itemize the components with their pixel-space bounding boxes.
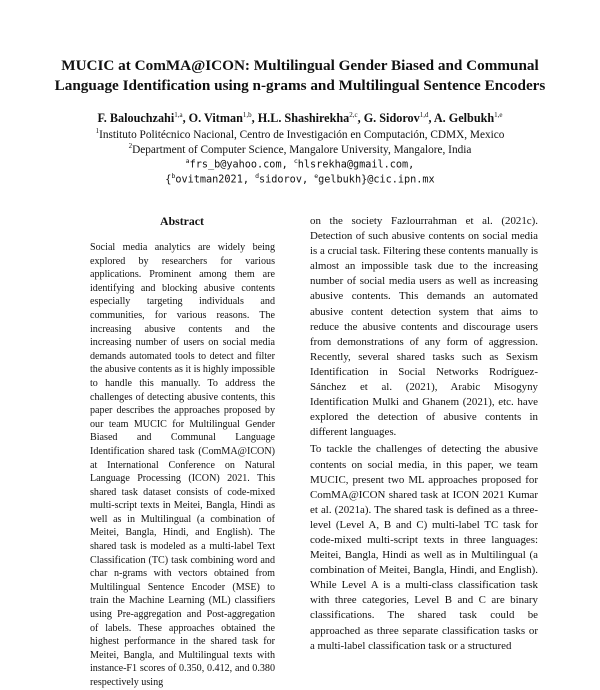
email-brace: { <box>165 174 172 186</box>
email-address: sidorov, <box>259 174 315 186</box>
author-list: F. Balouchzahi$^{1,a}$, O. Vitman$^{1,b}$, H.L. Shashirekha$^{2,c}$, G. Sidorov$^{1,d}$, A. Gelbukh$^{1,e}$ <box>97 111 503 126</box>
author-sup: 2,c <box>349 111 358 119</box>
affiliation-sup: 1 <box>95 127 100 135</box>
abstract-body <box>90 241 275 688</box>
author-name: G. Sidorov <box>363 111 420 126</box>
body-paragraph-1: on the society Fazlourrahman et al. (2021c). Detection of such abusive contents on social media is a crucial task. Filtering these contents manually is almost an impossible task due to the increasing number of social media users as well as increasing abusive contents. This demands an automated abusive content detection system that aims to reduce the abusive contents and discourage users from demonstrations of any form of aggression. Recently, several shared tasks such as Sexism Identification in Social Networks Rodríguez-Sánchez et al. (2021), Arabic Misogyny Identification Mulki and Ghanem (2021), etc. have explored the detection of abusive contents in different languages. <box>310 215 538 439</box>
title-line-1: MUCIC at ComMA@ICON: Multilingual Gender Biased and Communal <box>61 57 539 74</box>
affiliation-sup: 2 <box>128 142 133 150</box>
email-sup: a <box>185 157 190 165</box>
right-column <box>310 214 538 652</box>
author-sup: 1,d <box>419 111 429 119</box>
email-address: frs_b@yahoo.com, <box>189 159 294 171</box>
abstract-paragraph: Social media analytics are widely being explored by researchers for various applications. Prominent among them are identifying and blocking abusive contents especially targeting individuals and communities, for various reasons. The increasing abusive contents and the increasing number of users on social media demands automated tools to detect and filter the abusive contents as it is highly impossible to handle this manually. To address the challenges of detecting abusive contents, this paper describes the approaches proposed by our team MUCIC for Multilingual Gender Biased and Communal Language Identification shared task (ComMA@ICON) at International Conference on Natural Language Processing (ICON) 2021. This shared task dataset consists of code-mixed multi-script texts in Meitei, Bangla, Hindi as well as in Multilingual (a combination of Meitei, Bangla, Hindi, and English). The shared task is modeled as a multi-label Text Classification (TC) task combining word and char n-grams with vectors obtained from Multilingual Sentence Encoder (MSE) to train the Machine Learning (ML) classifiers using Pre-aggregation and Post-aggregation of labels. These approaches obtained the highest performance in the shared task for Meitei, Bangla, and Multilingual texts with instance-F1 scores of 0.350, 0.412, and 0.380 respectively using <box>90 242 275 688</box>
author-name: O. Vitman <box>188 111 243 126</box>
abstract-heading: Abstract <box>160 214 204 228</box>
paper-title <box>40 56 560 96</box>
email-sup: c <box>293 157 298 165</box>
author-sup: 1,a <box>174 111 183 119</box>
email-address: gelbukh}@cic.ipn.mx <box>318 174 435 186</box>
author-name: H.L. Shashirekha <box>257 111 350 126</box>
email-line-2 <box>20 169 580 187</box>
email-address: ovitman2021, <box>175 174 256 186</box>
title-line-2: Language Identification using n-grams and Multilingual Sentence Encoders <box>54 77 546 94</box>
body-paragraph-2: To tackle the challenges of detecting the abusive contents on social media, in this paper, we team MUCIC, present two ML approaches proposed for ComMA@ICON shared task at ICON 2021 Kumar et al. (2021a). The shared task is defined as a three-level (Level A, B and C) multi-label TC task for code-mixed multi-script texts in three languages: Meitei, Bangla, Hindi as well as in Multilingual (a combination of Meitei, Bangla, Hindi, and English). While Level A is a multi-class classification task with three categories, Level B and C are binary classifications. The shared task could be approached as three separate classification tasks or a multi-label classification task or a structured <box>310 443 538 652</box>
author-name: A. Gelbukh <box>433 111 495 126</box>
author-name: F. Balouchzahi <box>97 111 175 126</box>
email-sup: b <box>171 172 176 180</box>
affiliation-text: Instituto Politécnico Nacional, Centro de Investigación en Computación, CDMX, Mexico <box>99 128 505 141</box>
author-sup: 1,e <box>494 111 503 119</box>
affiliation-text: Department of Computer Science, Mangalore University, Mangalore, India <box>132 143 472 156</box>
email-sup: e <box>314 172 319 180</box>
author-sup: 1,b <box>242 111 252 119</box>
email-sup: d <box>255 172 260 180</box>
email-address: hlsrekha@gmail.com, <box>297 159 415 171</box>
